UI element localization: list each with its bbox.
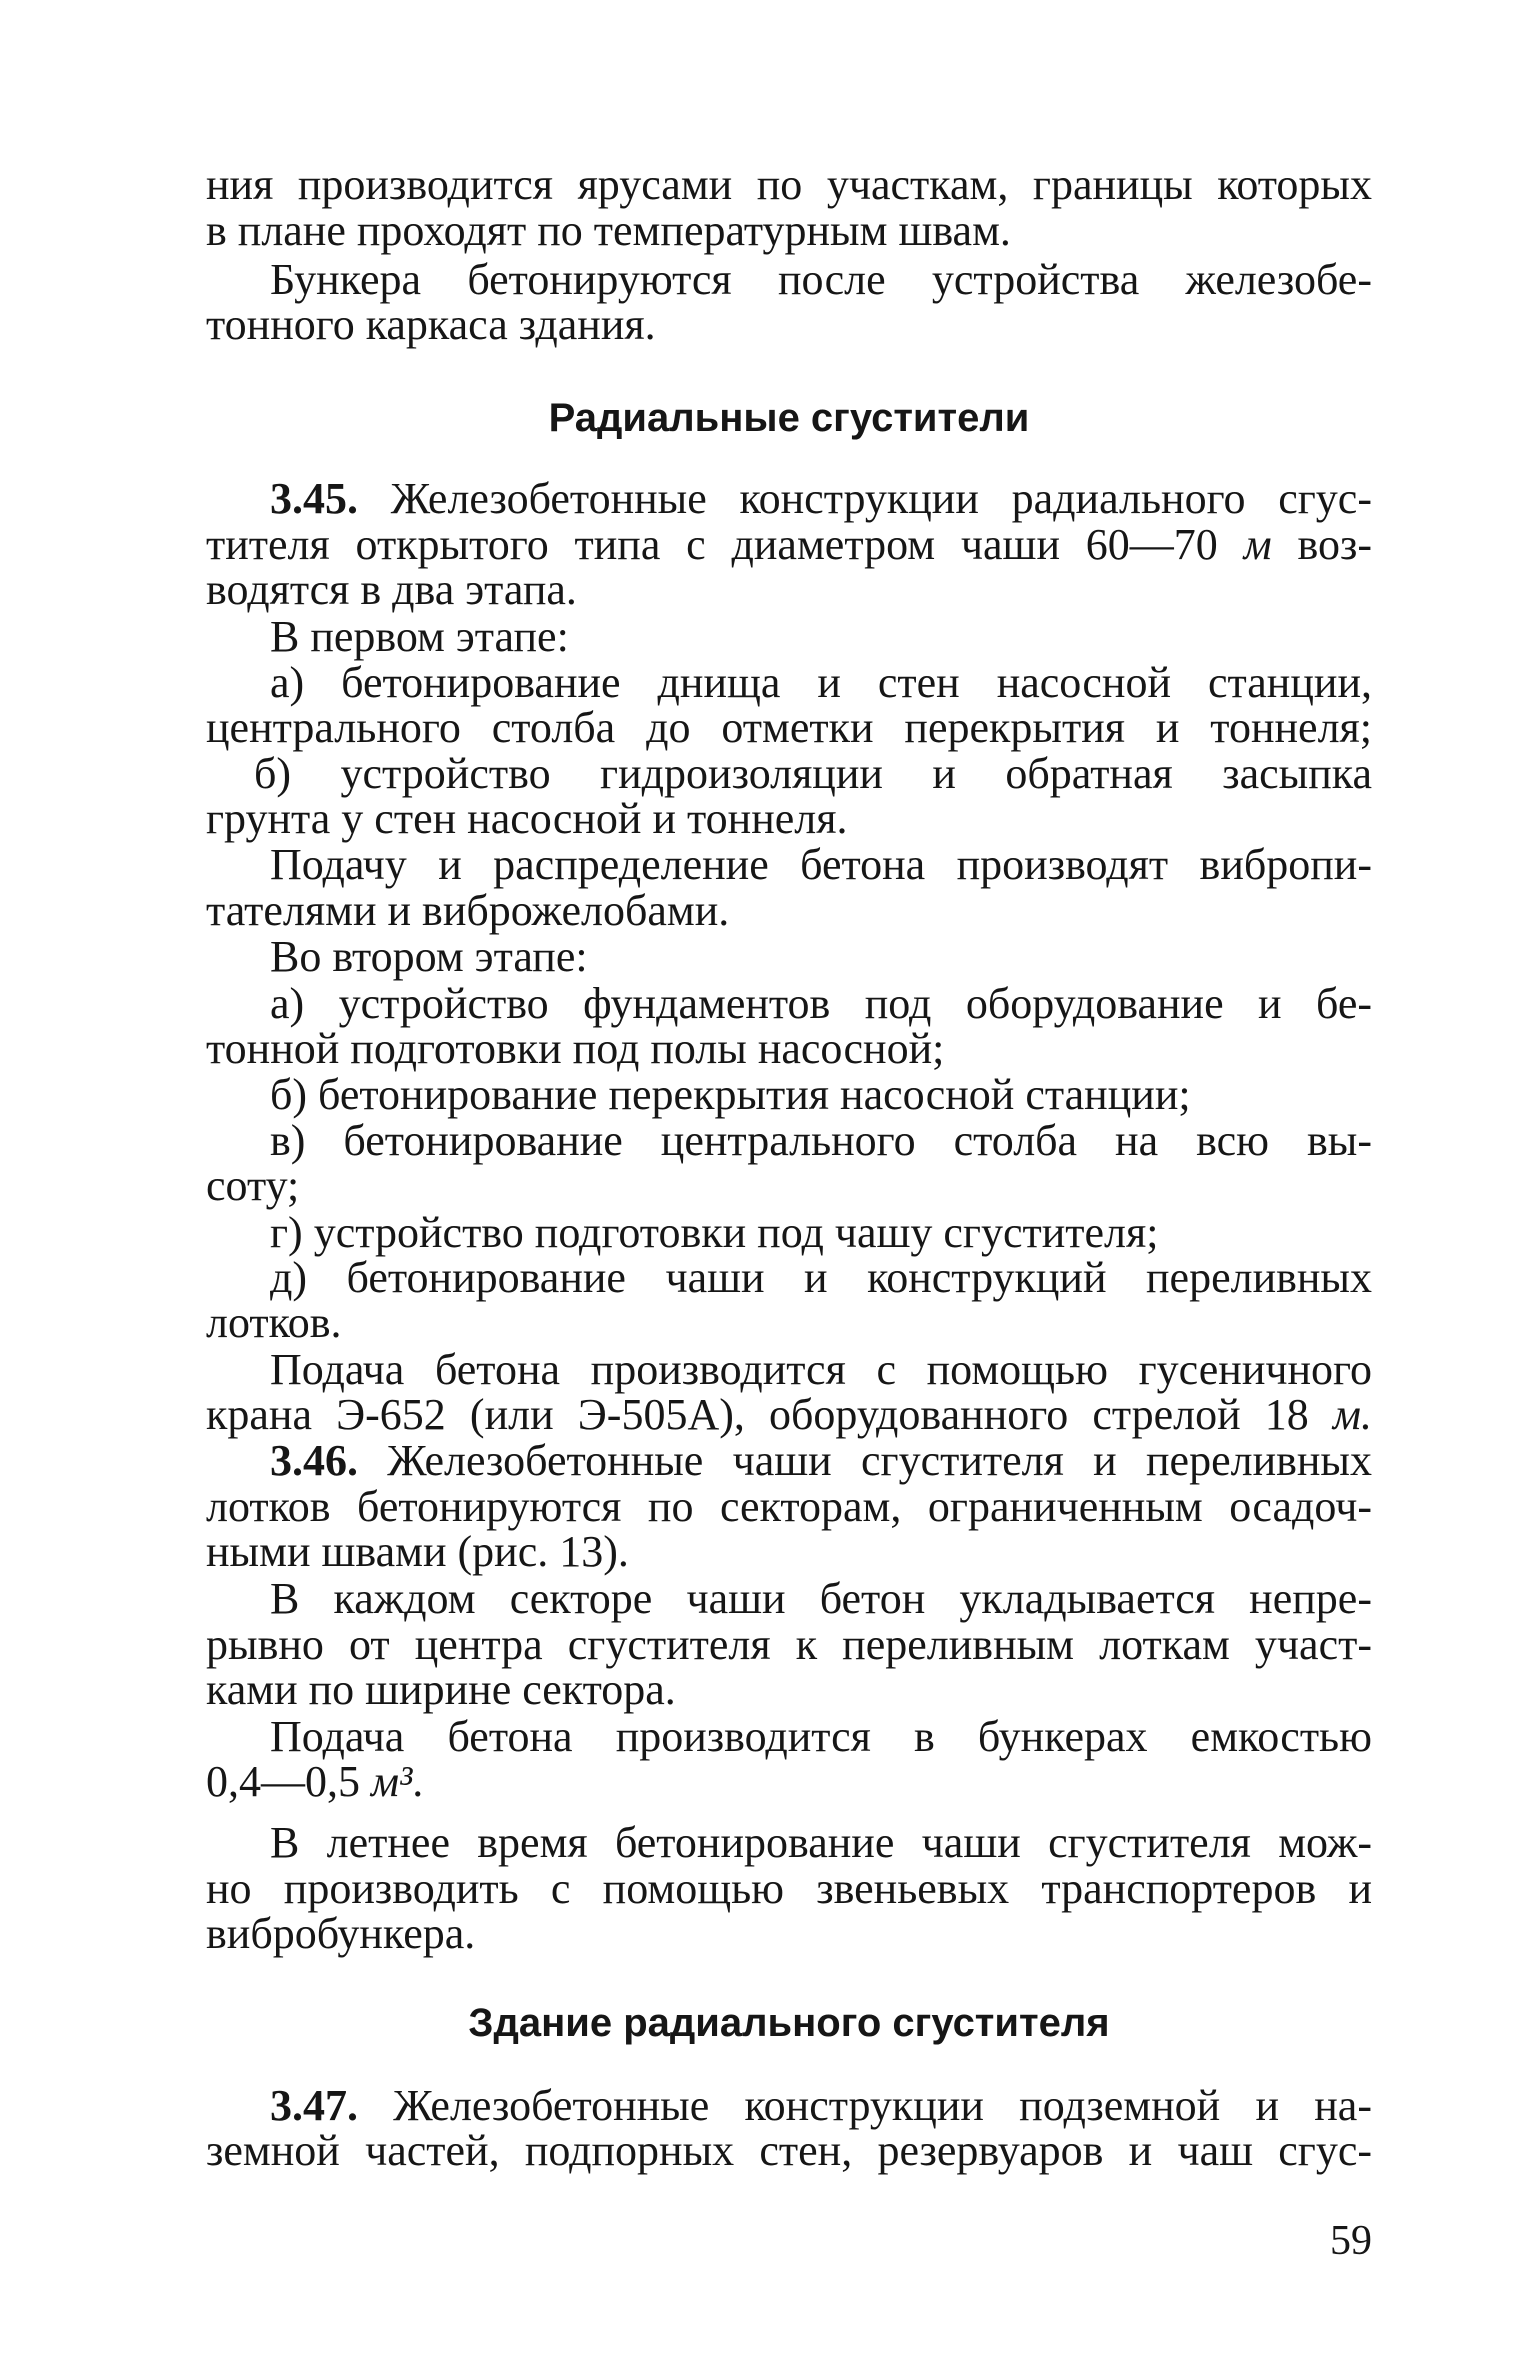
text-line: б) бетонирование перекрытия насосной станции;: [270, 1070, 1191, 1119]
text-line: водятся в два этапа.: [206, 565, 577, 614]
text-line: Во втором этапе:: [270, 932, 588, 981]
section-heading: Здание радиального сгустителя: [468, 2001, 1110, 2045]
text-span: 0,4—0,5: [206, 1757, 371, 1806]
section-heading: Радиальные сгустители: [548, 396, 1030, 440]
text-span: крана Э-652 (или Э-505А), оборудованного стрелой 18: [206, 1390, 1333, 1439]
text-line: в плане проходят по температурным швам.: [206, 206, 1011, 255]
text-line: ния производится ярусами по участкам, границы которых: [206, 160, 1372, 209]
text-line: г) устройство подготовки под чашу сгустителя;: [270, 1208, 1159, 1257]
text-line: но производить с помощью звеньевых транспортеров и: [206, 1864, 1372, 1913]
text-line: В каждом секторе чаши бетон укладывается непре-: [270, 1574, 1372, 1623]
text-span: .: [412, 1757, 424, 1806]
text-line: Бункера бетонируются после устройства железобе-: [270, 255, 1372, 304]
clause-number: 3.47.: [270, 2081, 358, 2130]
text-line: грунта у стен насосной и тоннеля.: [206, 794, 848, 843]
text-line: [270, 2083, 1372, 2129]
clause-number: 3.45.: [270, 474, 358, 523]
text-span: тителя открытого типа с диаметром чаши 60—70: [206, 520, 1244, 569]
unit-span: м³: [371, 1757, 413, 1806]
text-line: ными швами (рис. 13).: [206, 1527, 629, 1576]
page-number: 59: [1330, 2218, 1372, 2264]
text-line: В летнее время бетонирование чаши сгустителя мож-: [270, 1818, 1372, 1867]
text-line: лотков бетонируются по секторам, ограниченным осадоч-: [206, 1482, 1372, 1531]
text-line: тонной подготовки под полы насосной;: [206, 1024, 945, 1073]
text-line: В первом этапе:: [270, 612, 569, 661]
text-line: тонного каркаса здания.: [206, 300, 656, 349]
text-line: а) бетонирование днища и стен насосной станции,: [270, 658, 1372, 707]
text-line: Подачу и распределение бетона производят вибропи-: [270, 840, 1372, 889]
text-line: б) устройство гидроизоляции и обратная засыпка: [254, 749, 1372, 798]
text-line: земной частей, подпорных стен, резервуаров и чаш сгус-: [206, 2126, 1372, 2175]
unit-span: м.: [1332, 1390, 1372, 1439]
text-line: [206, 1759, 1372, 1805]
text-span: воз-: [1271, 520, 1372, 569]
text-line: соту;: [206, 1161, 300, 1210]
text-line: вибробункера.: [206, 1909, 476, 1958]
text-span: Железобетонные конструкции подземной и на-: [358, 2081, 1372, 2130]
text-line: Подача бетона производится в бункерах емкостью: [270, 1712, 1372, 1761]
text-line: лотков.: [206, 1298, 342, 1347]
text-line: ками по ширине сектора.: [206, 1665, 676, 1714]
text-line: Подача бетона производится с помощью гусеничного: [270, 1345, 1372, 1394]
text-line: [270, 476, 1372, 522]
text-line: [206, 1392, 1372, 1438]
text-line: а) устройство фундаментов под оборудование и бе-: [270, 979, 1372, 1028]
text-line: [270, 1438, 1372, 1484]
unit-span: м: [1243, 520, 1272, 569]
text-span: Железобетонные чаши сгустителя и переливных: [358, 1436, 1372, 1485]
text-line: тателями и виброжелобами.: [206, 886, 730, 935]
text-line: в) бетонирование центрального столба на всю вы-: [270, 1116, 1372, 1165]
text-span: Железобетонные конструкции радиального сгус-: [358, 474, 1372, 523]
clause-number: 3.46.: [270, 1436, 358, 1485]
text-line: центрального столба до отметки перекрытия и тоннеля;: [206, 703, 1372, 752]
text-line: д) бетонирование чаши и конструкций переливных: [270, 1253, 1372, 1302]
text-line: [206, 522, 1372, 568]
text-line: рывно от центра сгустителя к переливным лоткам участ-: [206, 1620, 1372, 1669]
